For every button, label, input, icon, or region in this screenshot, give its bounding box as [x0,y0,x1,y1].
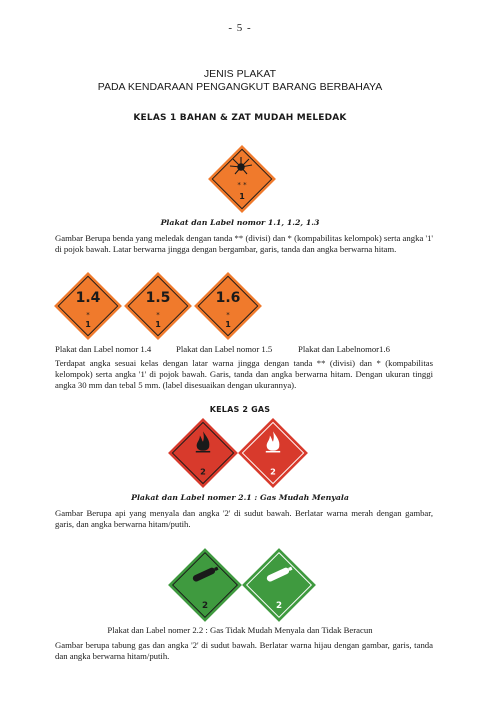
placard-1-6 [194,272,262,340]
explosive-placard [208,145,276,213]
class2-nonflammable-caption: Plakat dan Label nomer 2.2 : Gas Tidak Mudah Menyala dan Tidak Beracun [107,625,373,635]
explosive-stars: * * [237,181,247,189]
caption-1-5: Plakat dan Label nomor 1.5 [176,344,273,354]
caption-1-4: Plakat dan Label nomor 1.4 [55,344,152,354]
gas-class-number: 2 [270,466,276,477]
flammable-gas-placard-black [168,418,238,488]
class2-heading: KELAS 2 GAS [209,405,271,414]
gas-class-number: 2 [275,600,283,611]
division-number: 1 [85,320,91,329]
page-number: - 5 - [228,22,252,34]
class2-flammable-caption: Plakat dan Label nomer 2.1 : Gas Mudah Menyala [131,493,349,502]
division-star: * [156,311,160,319]
flammable-gas-placard-white [238,418,308,488]
division-code: 1.5 [145,290,171,306]
nonflammable-gas-placard-black [168,548,242,622]
explosive-class-number: 1 [239,192,245,201]
gas-class-number: 2 [200,466,206,477]
class1-description: Gambar Berupa benda yang meledak dengan tanda ** (divisi) dan * (kompabilitas kelompok) serta angka '1' di pojok bawah. Latar berwarna jingga dengan bergambar, garis, tanda dan angka berwarna hitam. [55,233,433,254]
division-star: * [226,311,230,319]
division-star: * [86,311,90,319]
division-number: 1 [155,320,161,329]
division-code: 1.6 [215,290,241,306]
division-code: 1.4 [75,290,101,306]
class2-nonflammable-description: Gambar berupa tabung gas dan angka '2' di sudut bawah. Berlatar warna hijau dengan gambar, garis, tanda dan angka berwarna hitam/putih. [55,640,433,661]
placard-1-5 [124,272,192,340]
caption-1-6: Plakat dan Labelnomor1.6 [298,344,390,354]
placard-1-4 [54,272,122,340]
page-title: JENIS PLAKAT [203,68,277,80]
gas-class-number: 2 [201,600,209,611]
page-subtitle: PADA KENDARAAN PENGANGKUT BARANG BERBAHAYA [97,81,383,93]
class1-caption: Plakat dan Label nomor 1.1, 1.2, 1.3 [160,218,320,227]
division-number: 1 [225,320,231,329]
nonflammable-gas-placard-white [242,548,316,622]
class1-description-2: Terdapat angka sesuai kelas dengan latar warna jingga dengan tanda ** (divisi) dan * (kompabilitas kelompok) serta angka '1' di pojok bawah. Garis, tanda dan angka berwarna hitam. Dengan ukuran tinggi angka 30 mm dan tebal 5 mm. (label disesuaikan dengan ukurannya). [55,358,433,390]
class2-flammable-description: Gambar Berupa api yang menyala dan angka '2' di sudut bawah. Berlatar warna merah dengan gambar, garis, dan angka berwarna hitam/putih. [55,508,433,529]
class1-heading: KELAS 1 BAHAN & ZAT MUDAH MELEDAK [133,113,347,123]
